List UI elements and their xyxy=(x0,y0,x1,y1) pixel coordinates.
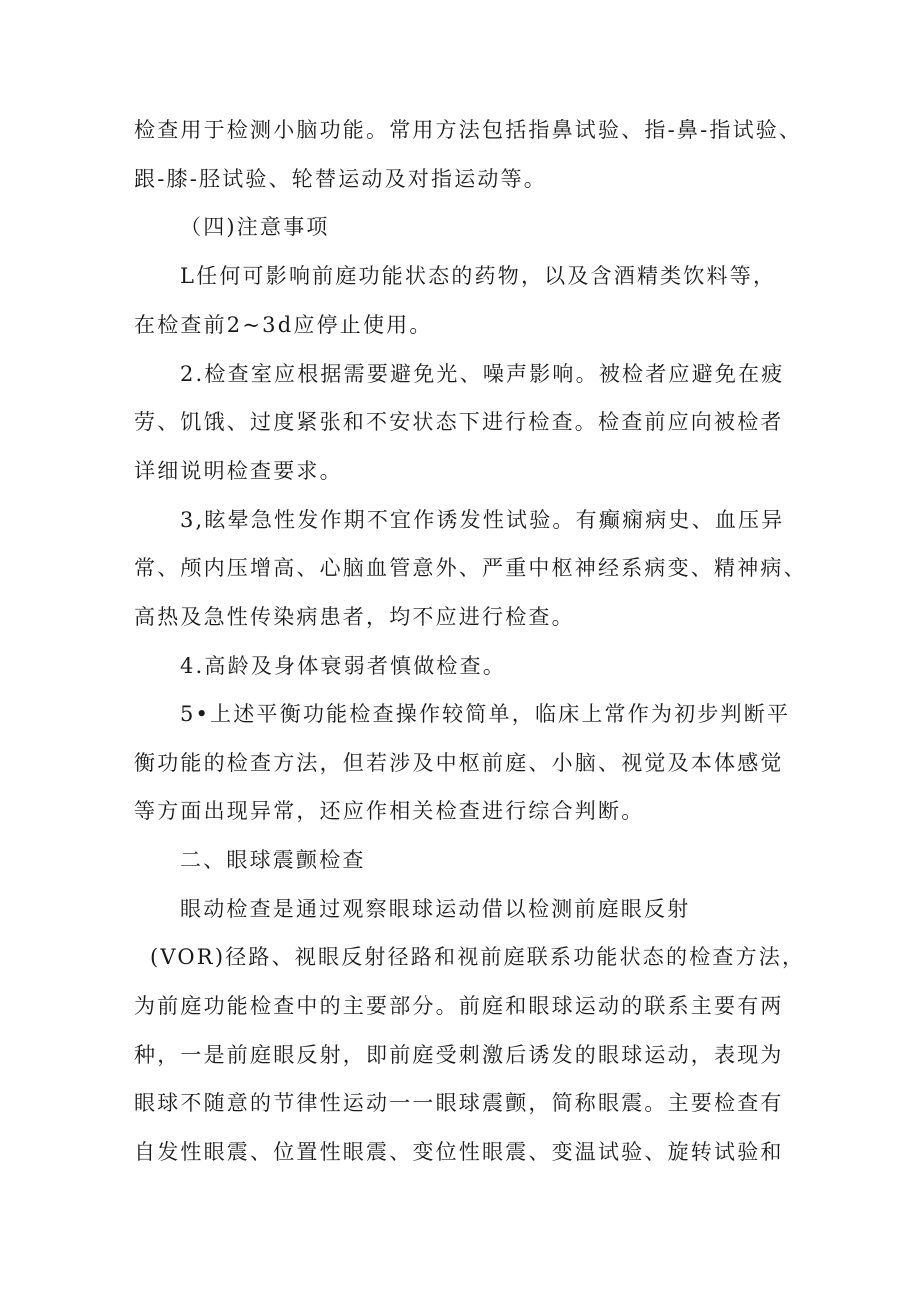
text-line: 4.高龄及身体衰弱者慎做检查。 xyxy=(180,654,507,678)
text-line: 等方面出现异常，还应作相关检查进行综合判断。 xyxy=(134,799,645,823)
text-line: L任何可影响前庭功能状态的药物，以及含酒精类饮料等， xyxy=(180,264,777,288)
text-line: 跟-膝-胫试验、轮替运动及对指运动等。 xyxy=(134,167,547,191)
text-line: 眼球不随意的节律性运动一一眼球震颤，简称眼震。主要检查有 xyxy=(134,1091,784,1115)
text-line: 检查用于检测小脑功能。常用方法包括指鼻试验、指-鼻-指试验、 xyxy=(134,118,803,142)
text-line: 眼动检查是通过观察眼球运动借以检测前庭眼反射 xyxy=(180,897,691,921)
text-line: (VOR)径路、视眼反射径路和视前庭联系功能状态的检查方法， xyxy=(150,945,806,969)
text-line: 5•上述平衡功能检查操作较简单，临床上常作为初步判断平 xyxy=(180,702,791,726)
section-heading: 二、眼球震颤检查 xyxy=(180,848,366,872)
text-line: 常、颅内压增高、心脑血管意外、严重中枢神经系病变、精神病、 xyxy=(134,556,807,580)
text-line: 种，一是前庭眼反射，即前庭受刺激后诱发的眼球运动，表现为 xyxy=(134,1043,784,1067)
text-line: 高热及急性传染病患者，均不应进行检查。 xyxy=(134,605,575,629)
section-heading: （四)注意事项 xyxy=(180,215,330,239)
text-line: 2.检查室应根据需要避免光、噪声影响。被检者应避免在疲 xyxy=(180,362,785,386)
text-line: 在检查前2~3d应停止使用。 xyxy=(134,313,433,337)
text-line: 劳、饥饿、过度紧张和不安状态下进行检查。检查前应向被检者 xyxy=(134,410,784,434)
text-line: 详细说明检查要求。 xyxy=(134,459,343,483)
text-line: 衡功能的检查方法，但若涉及中枢前庭、小脑、视觉及本体感觉 xyxy=(134,751,784,775)
text-line: 3,眩晕急性发作期不宜作诱发性试验。有癫痫病史、血压异 xyxy=(180,508,785,532)
text-line: 自发性眼震、位置性眼震、变位性眼震、变温试验、旋转试验和 xyxy=(134,1140,784,1164)
text-line: 为前庭功能检查中的主要部分。前庭和眼球运动的联系主要有两 xyxy=(134,994,784,1018)
